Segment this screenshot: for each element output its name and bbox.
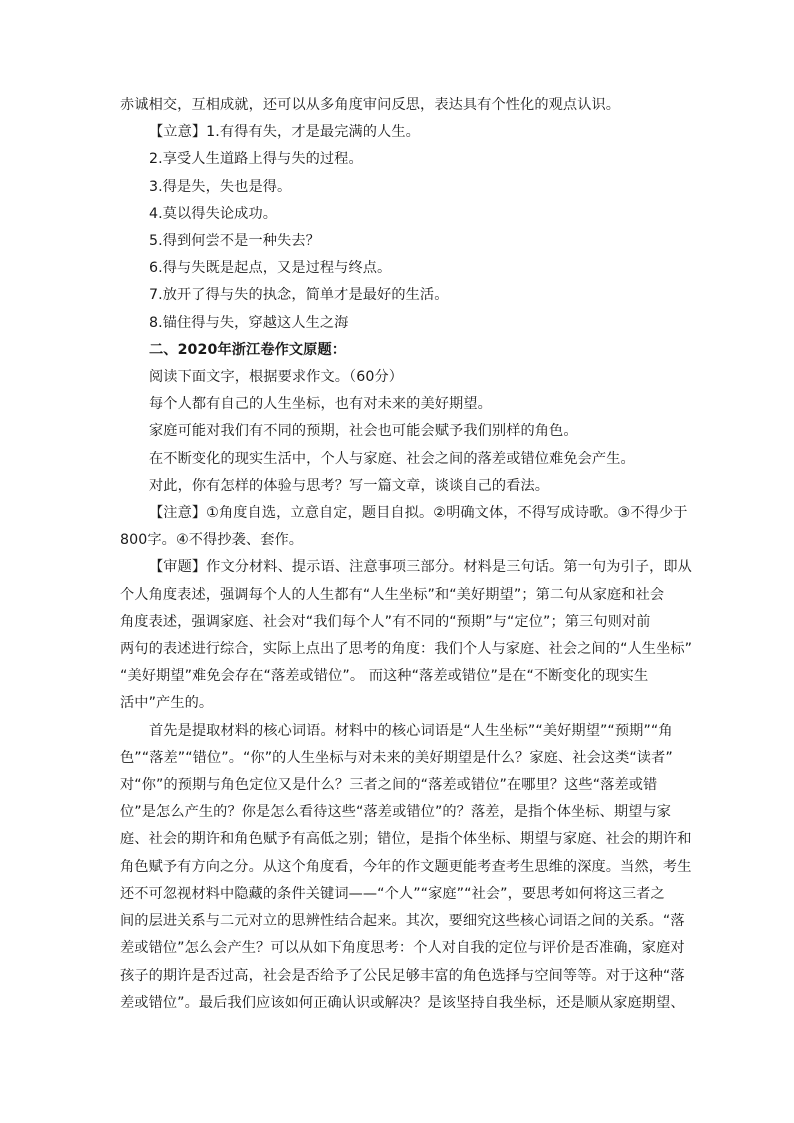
analysis-line: 庭、社会的期许和角色赋予有高低之别；错位，是指个体坐标、期望与家庭、社会的期许和 bbox=[120, 831, 692, 848]
analysis-line: 角色赋予有方向之分。从这个角度看，今年的作文题更能考查考生思维的深度。当然，考生 bbox=[120, 858, 692, 875]
shenti-line: 角度表述，强调家庭、社会对“我们每个人”有不同的“预期”与“定位”；第三句则对前 bbox=[120, 613, 651, 630]
notice-line: 800字。④不得抄袭、套作。 bbox=[120, 532, 304, 549]
shenti-line: 个人角度表述，强调每个人的人生都有“人生坐标”和“美好期望”；第二句从家庭和社会 bbox=[120, 586, 665, 603]
intro-line: 赤诚相交，互相成就，还可以从多角度审问反思，表达具有个性化的观点认识。 bbox=[120, 97, 621, 113]
prompt-line: 对此，你有怎样的体验与思考？写一篇文章，谈谈自己的看法。 bbox=[149, 477, 550, 494]
analysis-line: 差或错位”怎么会产生？可以从如下角度思考：个人对自我的定位与评价是否准确，家庭对 bbox=[120, 940, 685, 957]
prompt-line: 每个人都有自己的人生坐标，也有对未来的美好期望。 bbox=[149, 396, 492, 413]
shenti-line: 两句的表述进行综合，实际上点出了思考的角度：我们个人与家庭、社会之间的“人生坐标” bbox=[120, 641, 693, 658]
analysis-line: 孩子的期许是否过高，社会是否给予了公民足够丰富的角色选择与空间等等。对于这种“落 bbox=[120, 967, 685, 984]
lizhi-item-text: 1.有得有失，才是最完满的人生。 bbox=[206, 124, 420, 141]
lizhi-item-5: 5.得到何尝不是一种失去？ bbox=[149, 233, 320, 250]
shenti-line: 【审题】作文分材料、提示语、注意事项三部分。材料是三句话。第一句为引子，即从 bbox=[149, 559, 692, 576]
analysis-line: 间的层进关系与二元对立的思辨性结合起来。其次，要细究这些核心词语之间的关系。“落 bbox=[120, 913, 685, 930]
lizhi-item-3: 3.得是失，失也是得。 bbox=[149, 178, 292, 195]
shenti-line: “美好期望”难免会存在“落差或错位”。 而这种“落差或错位”是在“不断变化的现实生 bbox=[120, 668, 649, 685]
prompt-line: 家庭可能对我们有不同的预期，社会也可能会赋予我们别样的角色。 bbox=[149, 423, 578, 440]
shenti-line: 活中”产生的。 bbox=[120, 695, 214, 712]
analysis-line: 差或错位”。最后我们应该如何正确认识或解决？是该坚持自我坐标，还是顺从家庭期望、 bbox=[120, 994, 685, 1011]
lizhi-item-8: 8.锚住得与失，穿越这人生之海 bbox=[149, 314, 349, 331]
notice-line: 【注意】①角度自选，立意自定，题目自拟。②明确文体，不得写成诗歌。③不得少于 bbox=[149, 505, 688, 522]
document-body bbox=[120, 92, 693, 1017]
prompt-line: 在不断变化的现实生活中，个人与家庭、社会之间的落差或错位难免会产生。 bbox=[149, 450, 635, 467]
analysis-line: 位”是怎么产生的？你是怎么看待这些“落差或错位”的？落差，是指个体坐标、期望与家 bbox=[120, 804, 671, 821]
analysis-line: 还不可忽视材料中隐藏的条件关键词——“个人”“家庭”“社会”，要思考如何将这三者之 bbox=[120, 885, 665, 902]
lizhi-label: 【立意】 bbox=[149, 124, 207, 141]
lizhi-item-2: 2.享受人生道路上得与失的过程。 bbox=[149, 151, 363, 168]
section-heading: 二、2020年浙江卷作文原题： bbox=[149, 341, 347, 358]
prompt-line: 阅读下面文字，根据要求作文。（60分） bbox=[149, 369, 404, 386]
lizhi-item-1 bbox=[120, 119, 676, 146]
analysis-line: 对“你”的预期与角色定位又是什么？三者之间的“落差或错位”在哪里？这些“落差或错 bbox=[120, 777, 658, 794]
analysis-line: 色”“落差”“错位”。“你”的人生坐标与对未来的美好期望是什么？家庭、社会这类“读者” bbox=[120, 749, 673, 766]
analysis-line: 首先是提取材料的核心词语。材料中的核心词语是“人生坐标”“美好期望”“预期”“角 bbox=[149, 722, 673, 739]
lizhi-item-4: 4.莫以得失论成功。 bbox=[149, 205, 278, 222]
lizhi-item-7: 7.放开了得与失的执念，简单才是最好的生活。 bbox=[149, 287, 449, 304]
lizhi-item-6: 6.得与失既是起点，又是过程与终点。 bbox=[149, 260, 392, 277]
